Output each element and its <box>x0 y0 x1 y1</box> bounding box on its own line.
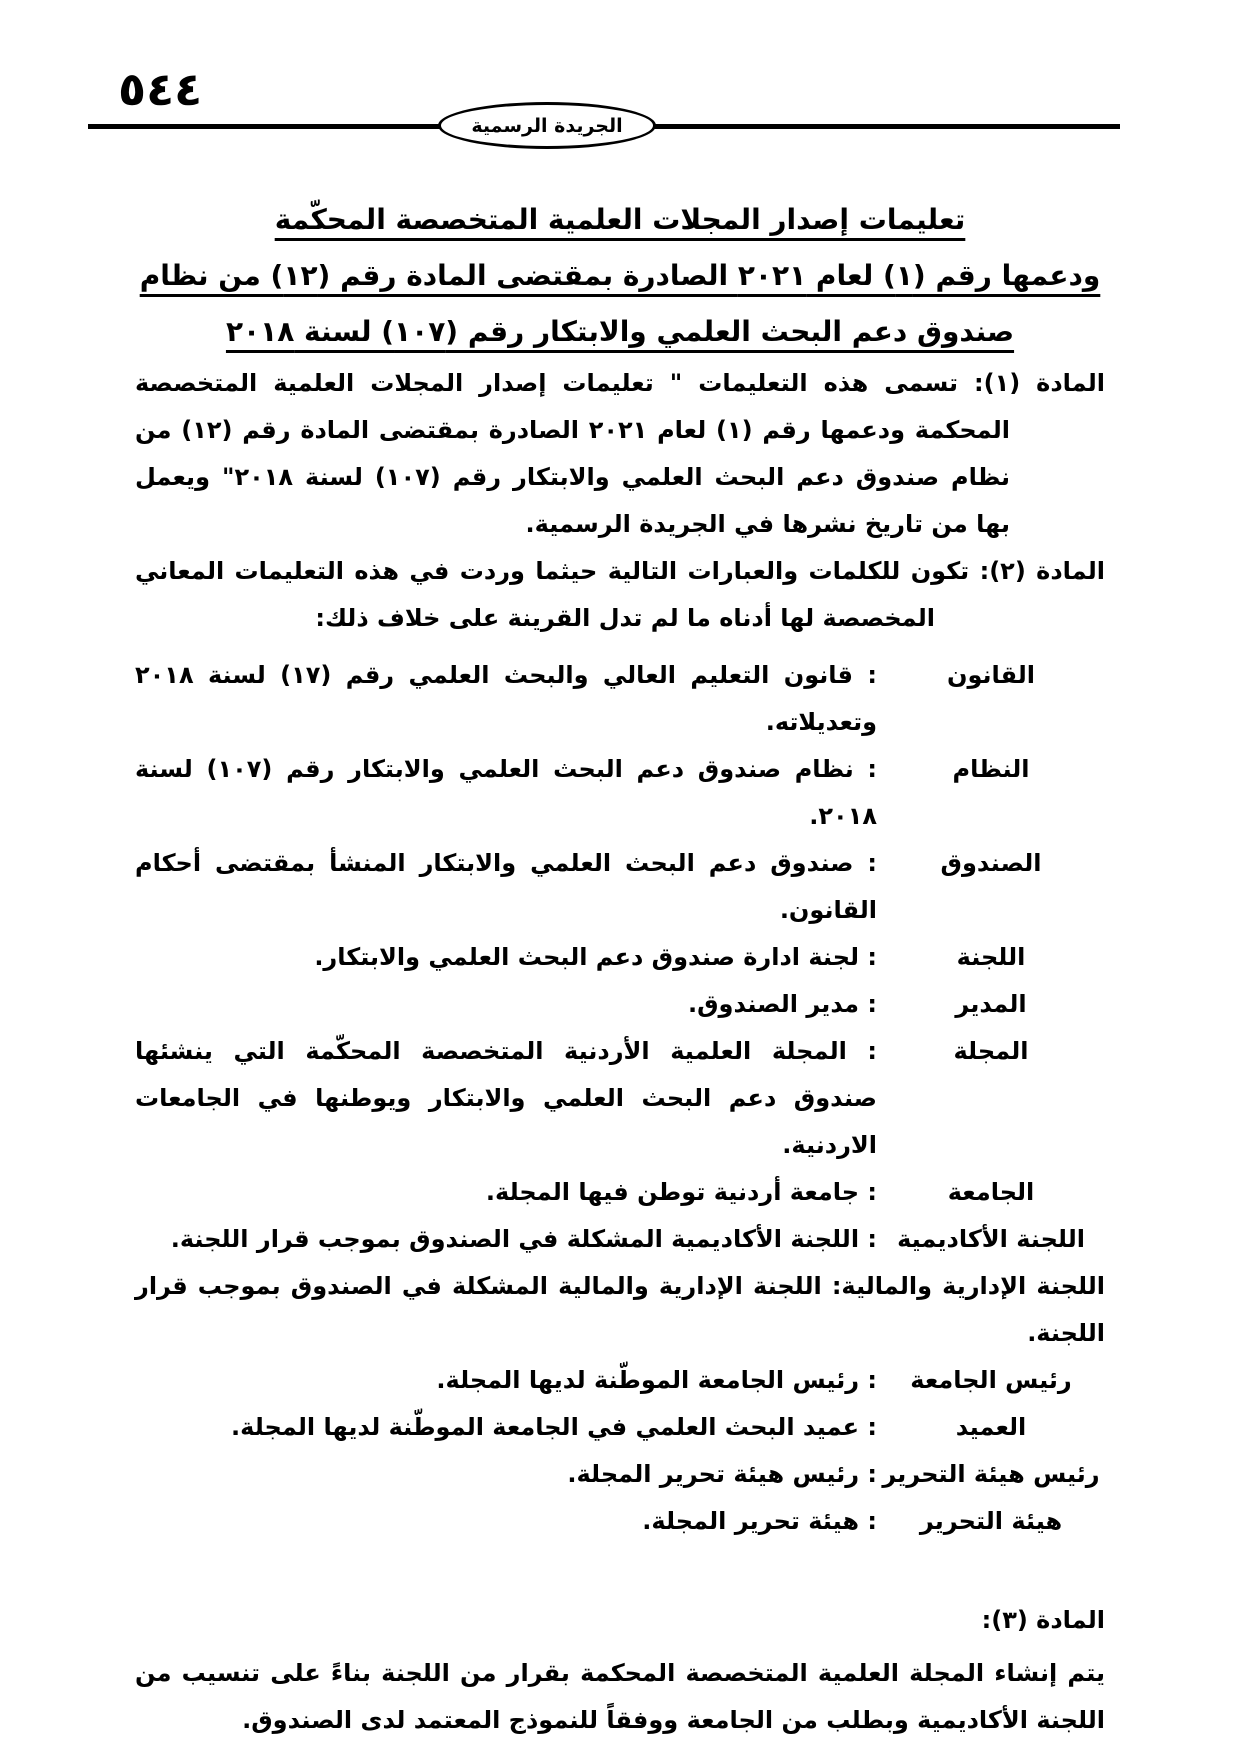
definition-term: المجلة <box>953 1037 1029 1065</box>
document-title <box>135 192 1105 360</box>
article-2-intro-text: تكون للكلمات والعبارات التالية حيثما وردت في هذه التعليمات المعاني المخصصة لها أدناه ما لم تدل القرينة على خلاف ذلك: <box>135 557 970 632</box>
definition-text: : رئيس هيئة تحرير المجلة. <box>567 1460 877 1488</box>
article-1-label: المادة (١): <box>974 369 1105 397</box>
definition-term: العميد <box>955 1413 1027 1441</box>
definition-row <box>135 1404 1105 1451</box>
definition-row <box>135 1028 1105 1169</box>
definition-text: : قانون التعليم العالي والبحث العلمي رقم (١٧) لسنة ٢٠١٨ وتعديلاته. <box>135 661 877 736</box>
definition-text: : صندوق دعم البحث العلمي والابتكار المنشأ بمقتضى أحكام القانون. <box>135 849 877 924</box>
article-2 <box>135 548 1105 1545</box>
definition-row <box>135 1169 1105 1216</box>
title-line-2-text: ودعمها رقم (١) لعام ٢٠٢١ الصادرة بمقتضى المادة رقم (١٢) من نظام <box>139 259 1101 292</box>
title-line-1 <box>135 192 1105 248</box>
article-1-text: تسمى هذه التعليمات " تعليمات إصدار المجلات العلمية المتخصصة المحكمة ودعمها رقم (١) لعام ٢٠٢١ الصادرة بمقتضى المادة رقم (١٢) من نظام صندوق دعم البحث العلمي والابتكار رقم (١٠٧) لسنة ٢٠١٨" ويعمل بها من تاريخ نشرها في الجريدة الرسمية. <box>135 369 1011 538</box>
gazette-badge-label: الجريدة الرسمية <box>471 114 623 137</box>
definition-term: الجامعة <box>947 1178 1035 1206</box>
definition-text: : مدير الصندوق. <box>687 990 877 1018</box>
definition-term: اللجنة الأكاديمية <box>897 1225 1085 1253</box>
definition-text: : لجنة ادارة صندوق دعم البحث العلمي والابتكار. <box>314 943 877 971</box>
definition-row <box>135 1216 1105 1263</box>
definition-row <box>135 1498 1105 1545</box>
definition-text: : نظام صندوق دعم البحث العلمي والابتكار رقم (١٠٧) لسنة ٢٠١٨. <box>135 755 878 830</box>
article-3-text: يتم إنشاء المجلة العلمية المتخصصة المحكمة بقرار من اللجنة بناءً على تنسيب من اللجنة الأكاديمية وبطلب من الجامعة ووفقاً للنموذج المعتمد لدى الصندوق. <box>135 1659 1105 1734</box>
definition-row <box>135 1357 1105 1404</box>
definition-text: اللجنة الإدارية والمالية المشكلة في الصندوق بموجب قرار اللجنة. <box>135 1272 1105 1347</box>
definition-text: : عميد البحث العلمي في الجامعة الموطّنة لديها المجلة. <box>231 1413 877 1441</box>
definition-text: : جامعة أردنية توطن فيها المجلة. <box>485 1178 877 1206</box>
definition-text: : اللجنة الأكاديمية المشكلة في الصندوق بموجب قرار اللجنة. <box>170 1225 877 1253</box>
definition-row <box>135 981 1105 1028</box>
title-line-3 <box>135 304 1105 360</box>
definition-row <box>135 1263 1105 1357</box>
definition-term: اللجنة الإدارية والمالية: <box>831 1272 1105 1300</box>
definition-term: رئيس الجامعة <box>910 1366 1072 1394</box>
article-2-label: المادة (٢): <box>979 557 1106 585</box>
definition-term: اللجنة <box>956 943 1026 971</box>
definitions-list <box>135 652 1105 1545</box>
definition-row <box>135 1451 1105 1498</box>
definition-term: المدير <box>955 990 1027 1018</box>
definition-term: القانون <box>946 661 1036 689</box>
title-line-2 <box>135 248 1105 304</box>
article-2-intro <box>135 548 1105 642</box>
page-number: ٥٤٤ <box>118 62 203 116</box>
definition-row <box>135 840 1105 934</box>
definition-text: : هيئة تحرير المجلة. <box>642 1507 877 1535</box>
definition-text: : المجلة العلمية الأردنية المتخصصة المحكّمة التي ينشئها صندوق دعم البحث العلمي والابتكار ويوطنها في الجامعات الاردنية. <box>135 1037 877 1159</box>
article-3-label: المادة (٣): <box>981 1606 1105 1634</box>
definition-term: الصندوق <box>940 849 1042 877</box>
definition-term: النظام <box>952 755 1030 783</box>
definition-text: : رئيس الجامعة الموطّنة لديها المجلة. <box>436 1366 877 1394</box>
definition-row <box>135 652 1105 746</box>
title-line-1-text: تعليمات إصدار المجلات العلمية المتخصصة المحكّمة <box>274 203 966 236</box>
definition-term: رئيس هيئة التحرير <box>882 1460 1100 1488</box>
title-line-3-text: صندوق دعم البحث العلمي والابتكار رقم (١٠٧) لسنة ٢٠١٨ <box>225 315 1015 348</box>
article-1 <box>135 360 1105 548</box>
definition-term: هيئة التحرير <box>919 1507 1063 1535</box>
gazette-badge <box>438 102 656 149</box>
definition-row <box>135 746 1105 840</box>
article-3 <box>135 1597 1105 1744</box>
definition-row <box>135 934 1105 981</box>
